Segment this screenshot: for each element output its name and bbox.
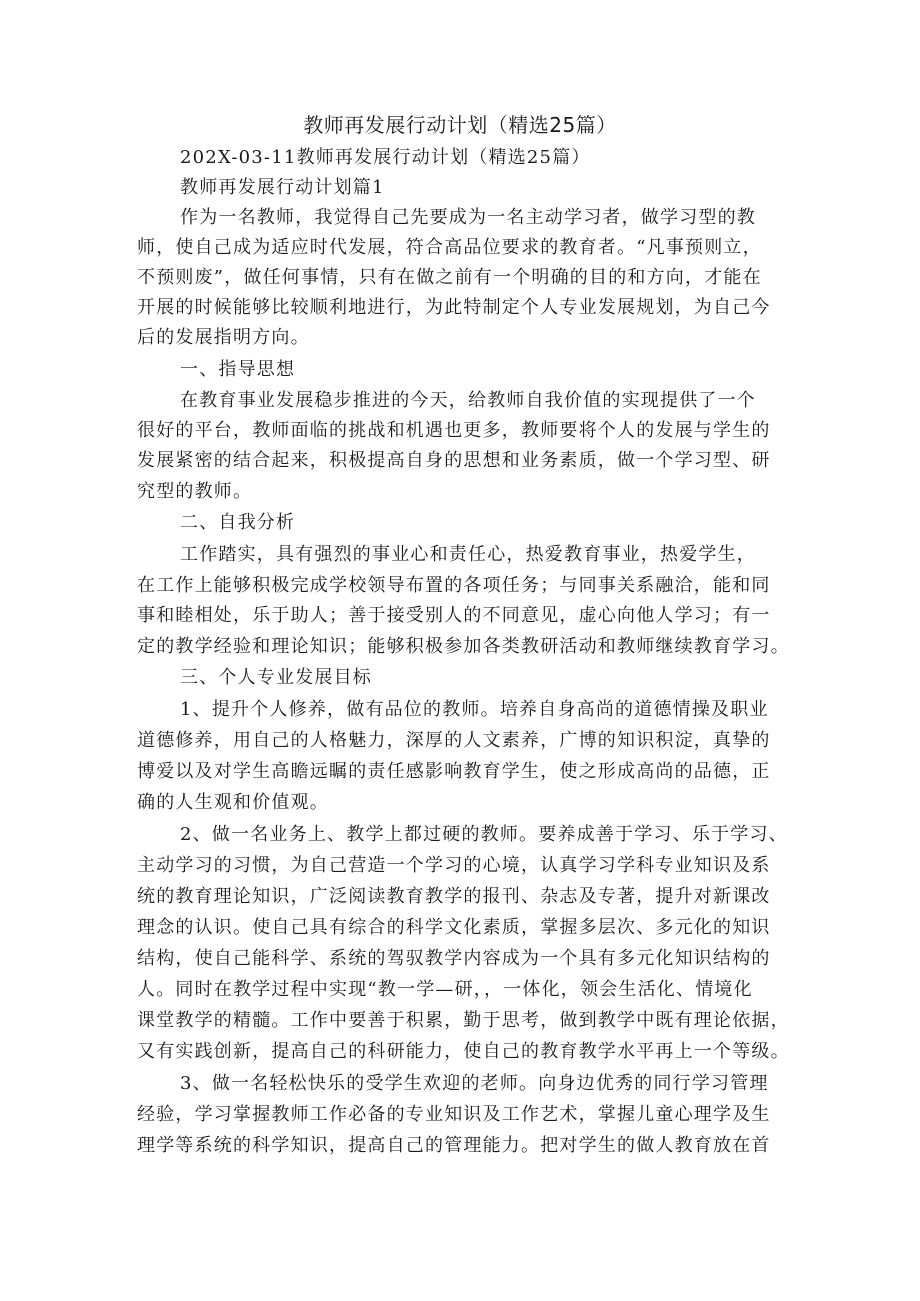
paragraph-line: 结构，使自己能科学、系统的驾驭教学内容成为一个具有多元化知识结构的 xyxy=(137,948,771,969)
paragraph-line: 后的发展指明方向。 xyxy=(137,327,310,348)
paragraph-line: 博爱以及对学生高瞻远瞩的责任感影响教育学生，使之形成高尚的品德，正 xyxy=(137,761,771,782)
paragraph-line: 事和睦相处，乐于助人；善于接受别人的不同意见，虚心向他人学习；有一 xyxy=(137,605,771,626)
subheading: 三、个人专业发展目标 xyxy=(180,667,372,688)
subheading: 一、指导思想 xyxy=(180,359,296,380)
paragraph-line: 3、做一名轻松快乐的受学生欢迎的老师。向身边优秀的同行学习管理 xyxy=(180,1073,769,1094)
section-heading: 教师再发展行动计划篇1 xyxy=(180,177,385,198)
paragraph-line: 道德修养，用自己的人格魅力，深厚的人文素养，广博的知识积淀，真挚的 xyxy=(137,730,771,751)
paragraph-line: 人。同时在教学过程中实现“教一学—研，，一体化，领会生活化、情境化 xyxy=(137,979,753,1000)
paragraph-line: 开展的时候能够比较顺利地进行，为此特制定个人专业发展规划，为自己今 xyxy=(137,297,771,318)
paragraph-line: 在教育事业发展稳步推进的今天，给教师自我价值的实现提供了一个 xyxy=(180,390,756,411)
paragraph-line: 理念的认识。使自己具有综合的科学文化素质，掌握多层次、多元化的知识 xyxy=(137,917,771,938)
paragraph-line: 2、做一名业务上、教学上都过硬的教师。要养成善于学习、乐于学习、 xyxy=(180,824,788,845)
paragraph-line: 1、提升个人修养，做有品位的教师。培养自身高尚的道德情操及职业 xyxy=(180,699,769,720)
subheading: 二、自我分析 xyxy=(180,512,296,533)
document-title: 教师再发展行动计划（精选25篇） xyxy=(303,113,617,137)
paragraph-line: 统的教育理论知识，广泛阅读教育教学的报刊、杂志及专著，提升对新课改 xyxy=(137,886,771,907)
paragraph-line: 在工作上能够积极完成学校领导布置的各项任务；与同事关系融洽，能和同 xyxy=(137,575,771,596)
paragraph-line: 课堂教学的精髓。工作中要善于积累，勤于思考，做到教学中既有理论依据， xyxy=(137,1010,790,1031)
paragraph-line: 又有实践创新，提高自己的科研能力，使自己的教育教学水平再上一个等级。 xyxy=(137,1041,790,1062)
paragraph-line: 经验，学习掌握教师工作必备的专业知识及工作艺术，掌握儿童心理学及生 xyxy=(137,1104,771,1125)
paragraph-line: 工作踏实，具有强烈的事业心和责任心，热爱教育事业，热爱学生， xyxy=(180,544,756,565)
paragraph-line: 主动学习的习惯，为自己营造一个学习的心境，认真学习学科专业知识及系 xyxy=(137,855,771,876)
paragraph-line: 作为一名教师，我觉得自己先要成为一名主动学习者，做学习型的教 xyxy=(180,207,756,228)
paragraph-line: 师，使自己成为适应时代发展，符合高品位要求的教育者。“凡事预则立， xyxy=(137,237,762,258)
paragraph-line: 不预则废”，做任何事情，只有在做之前有一个明确的目的和方向，才能在 xyxy=(137,267,762,288)
dateline: 202X-03-11教师再发展行动计划（精选25篇） xyxy=(180,147,591,168)
paragraph-line: 定的教学经验和理论知识；能够积极参加各类教研活动和教师继续教育学习。 xyxy=(137,636,790,657)
paragraph-line: 确的人生观和价值观。 xyxy=(137,792,329,813)
paragraph-line: 理学等系统的科学知识，提高自己的管理能力。把对学生的做人教育放在首 xyxy=(137,1135,771,1156)
paragraph-line: 发展紧密的结合起来，积极提高自身的思想和业务素质，做一个学习型、研 xyxy=(137,450,771,471)
paragraph-line: 很好的平台，教师面临的挑战和机遇也更多，教师要将个人的发展与学生的 xyxy=(137,420,771,441)
paragraph-line: 究型的教师。 xyxy=(137,481,253,502)
